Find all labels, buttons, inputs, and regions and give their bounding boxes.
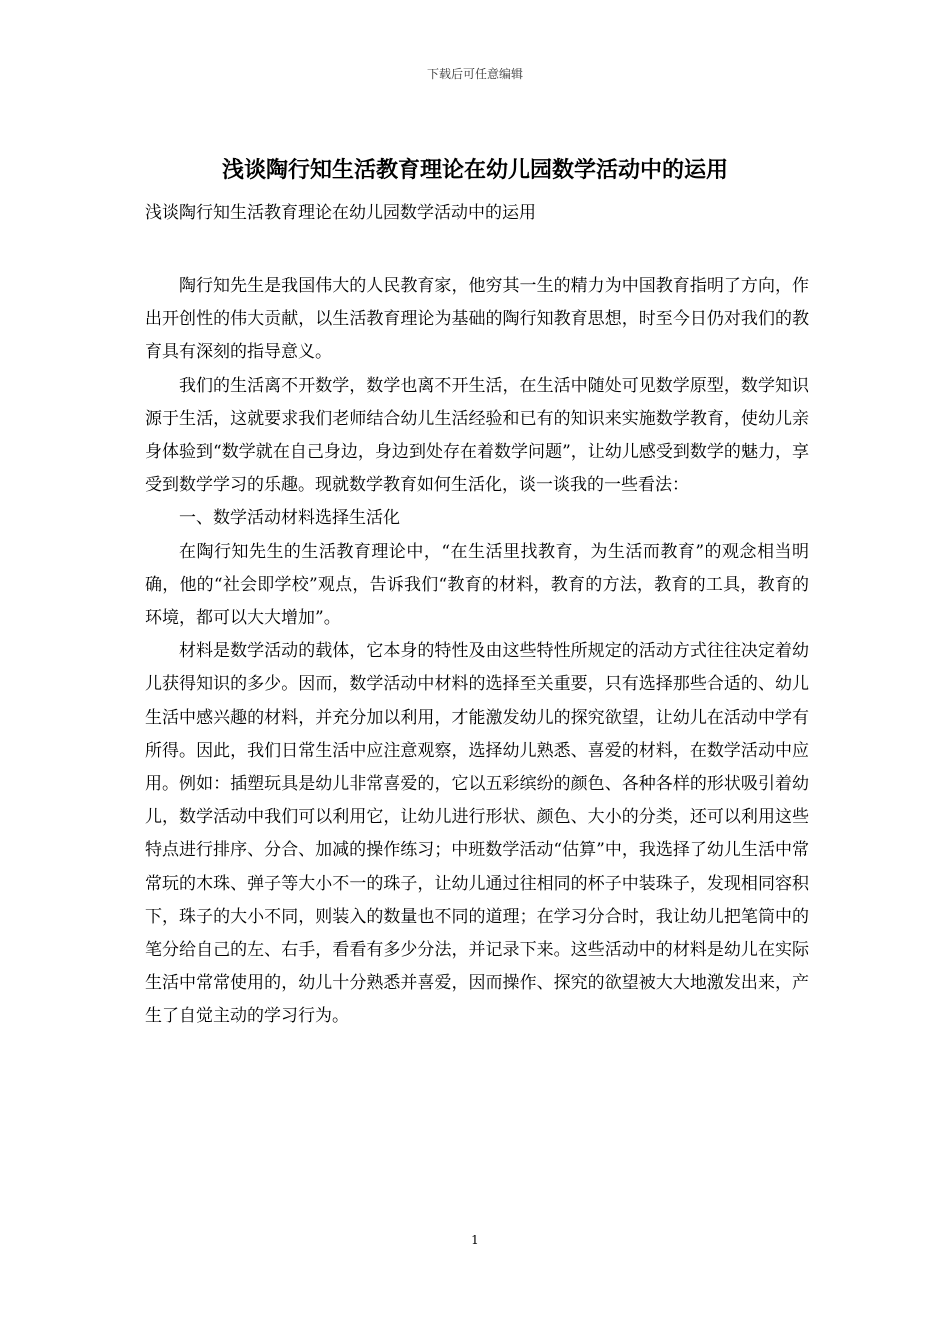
document-body: [145, 270, 809, 1034]
page-number: 1: [471, 1233, 479, 1247]
paragraph-intro: 陶行知先生是我国伟大的人民教育家，他穷其一生的精力为中国教育指明了方向，作出开创性的伟大贡献，以生活教育理论为基础的陶行知教育思想，时至今日仍对我们的教育具有深刻的指导意义。: [145, 276, 809, 363]
section-heading-1: 一、数学活动材料选择生活化: [179, 508, 400, 529]
paragraph-life-and-math: 我们的生活离不开数学，数学也离不开生活，在生活中随处可见数学原型，数学知识源于生活，这就要求我们老师结合幼儿生活经验和已有的知识来实施数学教育，使幼儿亲身体验到“数学就在自己身边，身边到处存在着数学问题”，让幼儿感受到数学的魅力，享受到数学学习的乐趣。现就数学教育如何生活化，谈一谈我的一些看法：: [145, 375, 809, 496]
page-header-note: 下载后可任意编辑: [426, 67, 523, 81]
paragraph-life-education-theory: 在陶行知先生的生活教育理论中，“在生活里找教育，为生活而教育”的观念相当明确，他的“社会即学校”观点，告诉我们“教育的材料，教育的方法，教育的工具，教育的环境，都可以大大增加”。: [145, 541, 809, 629]
document-subtitle: 浅谈陶行知生活教育理论在幼儿园数学活动中的运用: [145, 203, 536, 223]
paragraph-materials: 材料是数学活动的载体，它本身的特性及由这些特性所规定的活动方式往往决定着幼儿获得知识的多少。因而，数学活动中材料的选择至关重要，只有选择那些合适的、幼儿生活中感兴趣的材料，并充分加以利用，才能激发幼儿的探究欲望，让幼儿在活动中学有所得。因此，我们日常生活中应注意观察，选择幼儿熟悉、喜爱的材料，在数学活动中应用。例如：插塑玩具是幼儿非常喜爱的，它以五彩缤纷的颜色、各种各样的形状吸引着幼儿，数学活动中我们可以利用它，让幼儿进行形状、颜色、大小的分类，还可以利用这些特点进行排序、分合、加减的操作练习；中班数学活动“估算”中，我选择了幼儿生活中常常玩的木珠、弹子等大小不一的珠子，让幼儿通过往相同的杯子中装珠子，发现相同容积下，珠子的大小不同，则装入的数量也不同的道理；在学习分合时，我让幼儿把笔筒中的笔分给自己的左、右手，看看有多少分法，并记录下来。这些活动中的材料是幼儿在实际生活中常常使用的，幼儿十分熟悉并喜爱，因而操作、探究的欲望被大大地激发出来，产生了自觉主动的学习行为。: [145, 641, 809, 1027]
document-title: 浅谈陶行知生活教育理论在幼儿园数学活动中的运用: [221, 157, 728, 183]
